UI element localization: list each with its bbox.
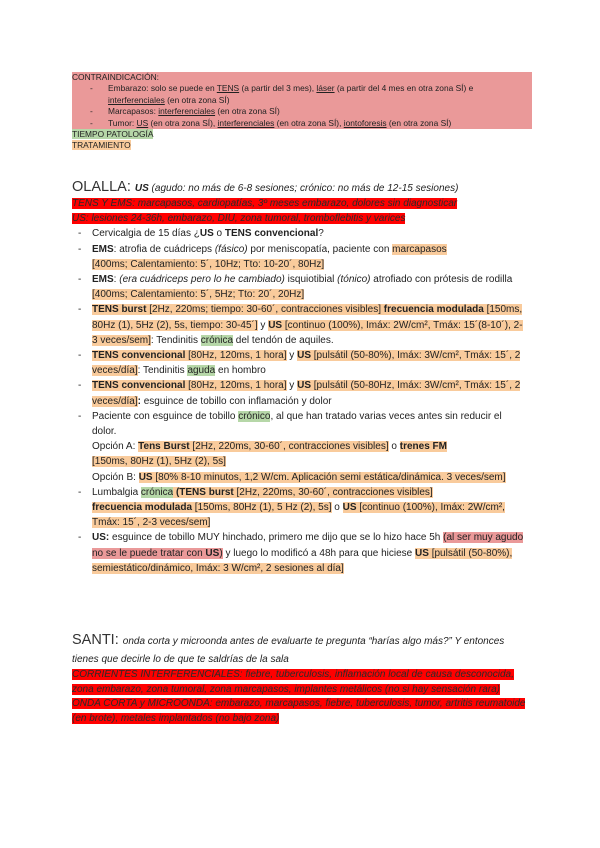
list-item-embarazo: - Embarazo: solo se puede en TENS (a partir del 3 mes), láser (a partir del 4 mes en otra zona SÍ) e interferenciales (en otra zona SÍ): [72, 83, 532, 106]
list-item: - Cervicalgia de 15 días ¿US o TENS convencional?: [72, 226, 528, 241]
olalla-contraindications: [72, 196, 528, 226]
list-item: - Lumbalgia crónica (TENS burst [2Hz, 220ms, 30-60´, contracciones visibles] frecuencia modulada [150ms, 80Hz (1), 5 Hz (2), 5s] o US [continuo (100%), Imáx: 2W/cm², Tmáx: 15´, 2-3 veces/sem]: [72, 485, 528, 531]
onda-corta-contraindication: ONDA CORTA y MICROONDA: embarazo, marcapasos, fiebre, tuberculosis, tumor, artritis reumatoide (en brote), metales implantados (no bajo zona): [72, 698, 526, 724]
list-item: - TENS convencional [80Hz, 120ms, 1 hora] y US [pulsátil (50-80%), Imáx: 3W/cm², Tmáx: 15´, 2 veces/día]: Tendinitis aguda en hombro: [72, 348, 528, 378]
list-item: - US: esguince de tobillo MUY hinchado, primero me dijo que se lo hizo hace 5h (al ser muy agudo no se le puede tratar con US) y luego lo modificó a 48h para que hiciese US [pulsátil (50-80%), semiestático/dinámico, Imáx: 3 W/cm², 2 sesiones al día]: [72, 530, 528, 576]
tratamiento-label: TRATAMIENTO: [72, 140, 131, 151]
contraindication-heading: CONTRAINDICACIÓN:: [72, 72, 532, 83]
contraindication-list: [72, 83, 532, 129]
tiempo-patologia-label: TIEMPO PATOLOGÍA: [72, 129, 154, 140]
interferenciales-contraindication: CORRIENTES INTERFERENCIALES: fiebre, tuberculosis, inflamación local de causa desconocida, zona embarazo, zona tumoral, zona marcapasos, implantes metálicos (no si hay sensación rara): [72, 669, 514, 695]
us-contraindication: US: lesiones 24-36h, embarazo, DIU, zona tumoral, tromboflebitis y varices: [72, 213, 406, 225]
list-item: - EMS: (era cuádriceps pero lo he cambiado) isquiotibial (tónico) atrofiado con prótesis de rodilla [400ms; Calentamiento: 5´, 5Hz; Tto: 20´, 20Hz]: [72, 272, 528, 302]
legend-block: [72, 72, 532, 152]
olalla-section: [72, 178, 528, 576]
list-item: - EMS: atrofia de cuádriceps (fásico) por meniscopatía, paciente con marcapasos [400ms; Calentamiento: 5´, 10Hz; Tto: 10-20´, 80Hz]: [72, 242, 528, 272]
list-item: - Paciente con esguince de tobillo crónico, al que han tratado varias veces antes sin reducir el dolor. Opción A: Tens Burst [2Hz, 220ms, 30-60´, contracciones visibles] o trenes FM [150ms, 80Hz (1), 5Hz (2), 5s] Opción B: US [80% 8-10 minutos, 1,2 W/cm. Aplicación semi estática/dinámica. 3 veces/sem]: [72, 409, 528, 485]
olalla-cases: [72, 226, 528, 576]
list-item-marcapasos: - Marcapasos: interferenciales (en otra zona SÍ): [72, 106, 532, 117]
santi-section: [72, 632, 528, 726]
santi-heading: SANTI: onda corta y microonda antes de evaluarte te pregunta “harías algo más?” Y entonces tienes que decirle lo de que te saldrías de la sala: [72, 632, 505, 665]
olalla-heading: OLALLA: US (agudo: no más de 6-8 sesiones; crónico: no más de 12-15 sesiones): [72, 179, 459, 195]
tens-ems-contraindication: TENS Y EMS: marcapasos, cardiopatías, 3º meses embarazo, dolores sin diagnosticar: [72, 198, 458, 209]
list-item-tumor: - Tumor: US (en otra zona SÍ), interferenciales (en otra zona SÍ), iontoforesis (en otra zona SÍ): [72, 118, 532, 129]
list-item: - TENS burst [2Hz, 220ms; tiempo: 30-60´, contracciones visibles] frecuencia modulada [150ms, 80Hz (1), 5Hz (2), 5s, tiempo: 30-45´] y US [continuo (100%), Imáx: 2W/cm², Tmáx: 15´(8-10´), 2-3 veces/sem]: Tendinitis crónica del tendón de aquiles.: [72, 302, 528, 348]
santi-contraindications: [72, 668, 528, 726]
list-item: - TENS convencional [80Hz, 120ms, 1 hora] y US [pulsátil (50-80Hz, Imáx: 3W/cm², Tmáx: 15´, 2 veces/día]: esguince de tobillo con inflamación y dolor: [72, 378, 528, 408]
